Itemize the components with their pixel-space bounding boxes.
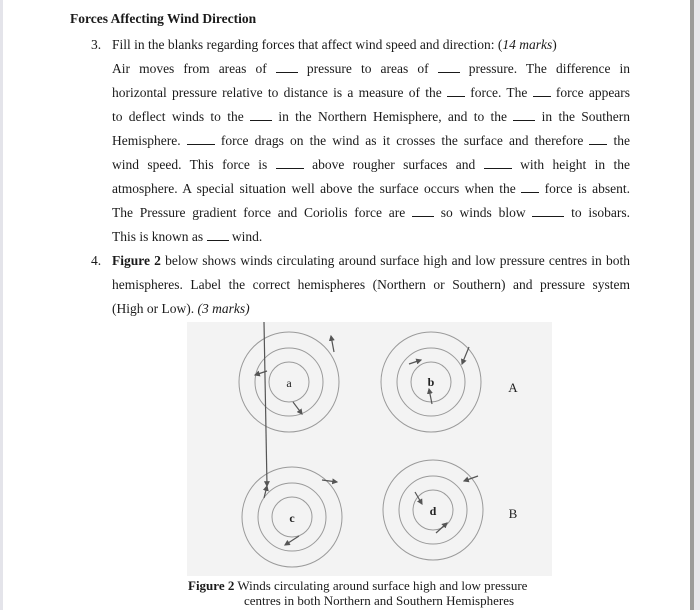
q4-line-1: Figure 2 below shows winds circulating around surface high and low pressure centres in both <box>112 253 630 268</box>
q3-line-6: atmosphere. A special situation well above the surface occurs when the force is absent. <box>112 181 631 196</box>
answer-blank[interactable] <box>521 181 539 193</box>
question-4-marks: (3 marks) <box>197 301 250 316</box>
row-label-A: A <box>508 380 518 395</box>
answer-blank[interactable] <box>276 61 298 73</box>
q3-line-7: The Pressure gradient force and Coriolis force are so winds blow to isobars. <box>112 205 630 220</box>
circle-label-d: d <box>429 504 437 518</box>
question-3-marks: 14 marks <box>502 37 553 52</box>
answer-blank[interactable] <box>438 61 460 73</box>
answer-blank[interactable] <box>276 157 304 169</box>
question-4-number: 4. <box>91 253 102 268</box>
circle-label-c: c <box>289 511 295 525</box>
q3-line-5: wind speed. This force is above rougher surfaces and with height in the <box>112 157 631 172</box>
answer-blank[interactable] <box>513 109 535 121</box>
q3-line-1: Air moves from areas of pressure to areas of pressure. The difference in <box>112 61 631 76</box>
answer-blank[interactable] <box>412 205 434 217</box>
answer-blank[interactable] <box>484 157 512 169</box>
q3-line-3: to deflect winds to the in the Northern Hemisphere, and to the in the Southern <box>112 109 630 124</box>
page-left-edge <box>0 0 3 610</box>
answer-blank[interactable] <box>589 133 607 145</box>
q3-line-4: Hemisphere. force drags on the wind as it crosses the surface and therefore the <box>112 133 631 148</box>
figure-2-diagram <box>187 322 552 576</box>
q4-line-2: hemispheres. Label the correct hemispheres (Northern or Southern) and pressure system <box>112 277 630 292</box>
circle-label-a: a <box>286 376 292 390</box>
answer-blank[interactable] <box>187 133 215 145</box>
q3-line-8: This is known as wind. <box>112 229 263 244</box>
answer-blank[interactable] <box>532 205 564 217</box>
answer-blank[interactable] <box>533 85 551 97</box>
answer-blank[interactable] <box>250 109 272 121</box>
question-3-prompt: Fill in the blanks regarding forces that affect wind speed and direction: (14 marks) <box>112 37 557 52</box>
answer-blank[interactable] <box>447 85 465 97</box>
viewer-background <box>694 0 700 610</box>
q3-line-2: horizontal pressure relative to distance is a measure of the force. The force appears <box>112 85 631 100</box>
pressure-centres-diagram <box>187 322 552 576</box>
circle-label-b: b <box>427 375 435 389</box>
figure-caption: Figure 2 Winds circulating around surface high and low pressure centres in both Northern and Southern Hemispheres <box>188 578 528 608</box>
q4-line-3: (High or Low). (3 marks) <box>112 301 250 316</box>
answer-blank[interactable] <box>207 229 229 241</box>
row-label-B: B <box>508 506 518 521</box>
question-3-number: 3. <box>91 37 102 52</box>
caption-title: Figure 2 <box>188 578 235 593</box>
section-heading: Forces Affecting Wind Direction <box>70 11 257 26</box>
figure-reference: Figure 2 <box>112 253 161 268</box>
